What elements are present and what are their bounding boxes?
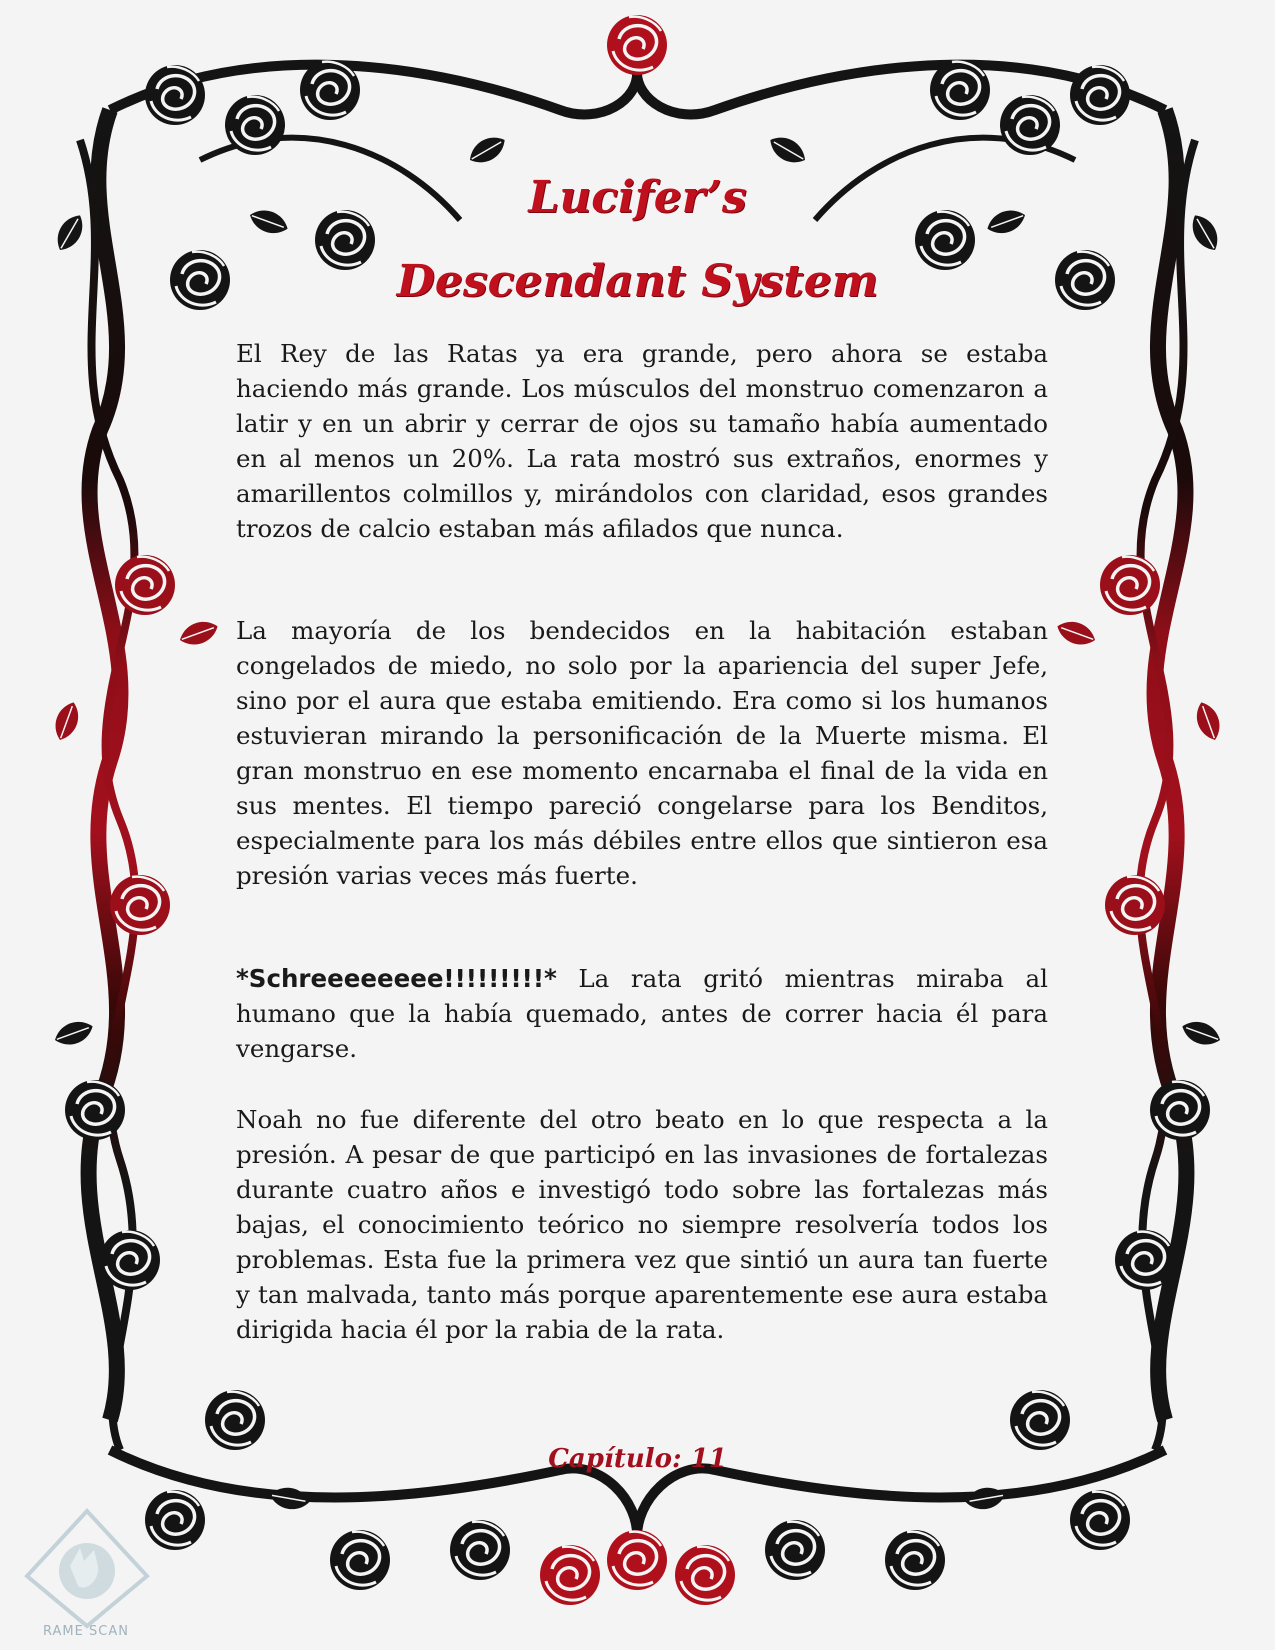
paragraph-2: La mayoría de los bendecidos en la habitación estaban congelados de miedo, no solo por la apariencia del super Jefe, sino por el aura que estaba emitiendo. Era como si los humanos estuvieran mirando la personificación de la Muerte misma. El gran monstruo en ese momento encarnaba el final de la vida en sus mentes. El tiempo pareció congelarse para los Benditos, especialmente para los más débiles entre ellos que sintieron esa presión varias veces más fuerte. xyxy=(236,616,1048,890)
paragraph-3-text: La rata gritó mientras miraba al humano que la había quemado, antes de correr hacia él para vengarse. xyxy=(236,964,1048,1063)
chapter-label: Capítulo: 11 xyxy=(548,1444,727,1474)
scan-group-watermark: RAME SCAN xyxy=(43,1624,129,1639)
book-title-line-1: Lucifer’s xyxy=(528,172,747,223)
scream-sound-effect: *Schreeeeeeee!!!!!!!!!* xyxy=(236,964,557,993)
paragraph-3 xyxy=(236,961,1048,1066)
paragraph-4: Noah no fue diferente del otro beato en lo que respecta a la presión. A pesar de que participó en las invasiones de fortalezas durante cuatro años e investigó todo sobre las fortalezas más bajas, el conocimiento teórico no siempre resolvería todos los problemas. Esta fue la primera vez que sintió un aura tan fuerte y tan malvada, tanto más porque aparentemente ese aura estaba dirigida hacia él por la rabia de la rata. xyxy=(236,1105,1048,1344)
paragraph-1: El Rey de las Ratas ya era grande, pero ahora se estaba haciendo más grande. Los músculos del monstruo comenzaron a latir y en un abrir y cerrar de ojos su tamaño había aumentado en al menos un 20%. La rata mostró sus extraños, enormes y amarillentos colmillos y, mirándolos con claridad, esos grandes trozos de calcio estaban más afilados que nunca. xyxy=(236,339,1048,543)
book-title-line-2: Descendant System xyxy=(396,256,879,307)
